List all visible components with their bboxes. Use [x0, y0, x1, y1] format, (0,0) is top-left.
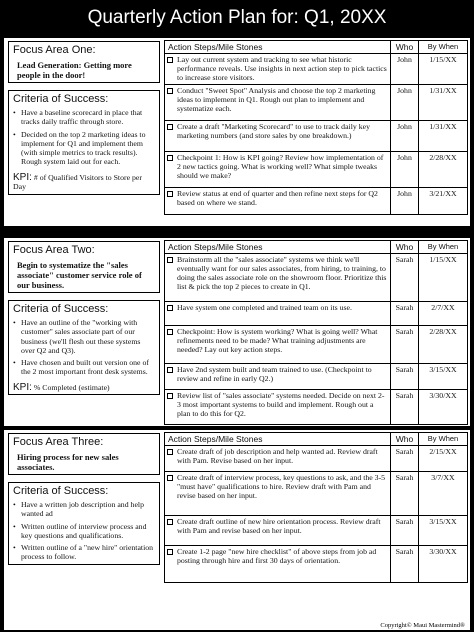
focus-area-section-3	[4, 430, 470, 620]
criteria-2-title: Criteria of Success:	[13, 303, 109, 315]
focus-area-2-title: Focus Area Two:	[13, 244, 95, 256]
checkbox-icon[interactable]	[167, 257, 173, 263]
step-when: 2/28/XX	[429, 153, 457, 162]
steps-header: Action Steps/Mile Stones	[165, 433, 391, 445]
kpi-2	[13, 383, 155, 393]
step-text: Create draft of job description and help wanted ad. Review draft with Pam. Revise based on her input.	[177, 447, 378, 465]
focus-area-3-box	[8, 433, 160, 475]
table-row	[165, 472, 467, 516]
focus-area-3-left	[8, 430, 160, 620]
checkbox-icon[interactable]	[167, 57, 173, 63]
criteria-item: • Have a written job description and help wanted ad	[13, 500, 155, 519]
table-row	[165, 152, 467, 188]
step-who: Sarah	[391, 390, 419, 424]
step-when: 3/7/XX	[431, 473, 455, 482]
step-text: Checkpoint: How is system working? What is going well? What refinements need to be made? What training adjustments are needed? Lay out key action steps.	[177, 327, 378, 354]
step-text: Review status at end of quarter and then refine next steps for Q2 based on where we stand.	[177, 189, 378, 207]
step-text: Create 1-2 page "new hire checklist" of above steps from job ad posting through hire and first 30 days of orientation.	[177, 547, 377, 565]
step-when: 1/15/XX	[429, 55, 457, 64]
criteria-item: • Have chosen and built out version one of the 2 most important front desk systems.	[13, 358, 155, 377]
step-who: Sarah	[391, 472, 419, 515]
checkbox-icon[interactable]	[167, 124, 173, 130]
criteria-item: • Written outline of interview process and key questions and qualifications.	[13, 522, 155, 541]
criteria-item: • Have an outline of the "working with customer" sales associate part of our business (we'll flesh out these systems over Q2 and Q3).	[13, 318, 155, 355]
kpi-1	[13, 173, 155, 192]
focus-area-1-box	[8, 41, 160, 83]
step-text: Create draft outline of new hire orientation process. Review draft with Pam and revise based on her input.	[177, 517, 381, 535]
step-who: Sarah	[391, 302, 419, 325]
step-who: John	[391, 54, 419, 84]
who-header: Who	[391, 433, 419, 445]
criteria-1-title: Criteria of Success:	[13, 93, 109, 105]
focus-area-section-2	[4, 238, 470, 426]
step-text: Create a draft "Marketing Scorecard" to use to track daily key marketing numbers (and store sales by one breakdown.)	[177, 122, 370, 140]
focus-area-1-left	[8, 38, 160, 226]
checkbox-icon[interactable]	[167, 475, 173, 481]
table-row	[165, 546, 467, 582]
checkbox-icon[interactable]	[167, 549, 173, 555]
action-steps-table-1	[164, 40, 468, 215]
step-who: Sarah	[391, 326, 419, 363]
checkbox-icon[interactable]	[167, 191, 173, 197]
step-when: 2/7/XX	[431, 303, 455, 312]
table-row	[165, 364, 467, 390]
page-title: Quarterly Action Plan for: Q1, 20XX	[0, 0, 474, 36]
step-when: 3/30/XX	[429, 391, 457, 400]
step-text: Have 2nd system built and team trained to use. (Checkpoint to review and refine in early Q2.)	[177, 365, 372, 383]
step-when: 3/30/XX	[429, 547, 457, 556]
table-row	[165, 254, 467, 302]
criteria-3-box	[8, 482, 160, 565]
step-text: Checkpoint 1: How is KPI going? Review how implementation of 2 new tactics going. What is working well? What simple tweaks should we make?	[177, 153, 384, 180]
step-text: Conduct "Sweet Spot" Analysis and choose the top 2 marketing ideas to implement in Q1. Rough out plan to implement and systematize each.	[177, 86, 376, 113]
kpi-text: % Completed (estimate)	[33, 382, 110, 392]
focus-area-2-box	[8, 241, 160, 293]
step-text: Lay out current system and tracking to see what historic performance reveals. Use insights in next action step to pick tactics to increase store visitors.	[177, 55, 387, 82]
step-when: 1/15/XX	[429, 255, 457, 264]
checkbox-icon[interactable]	[167, 329, 173, 335]
who-header: Who	[391, 41, 419, 53]
step-who: Sarah	[391, 516, 419, 545]
table-row	[165, 121, 467, 152]
checkbox-icon[interactable]	[167, 88, 173, 94]
criteria-2-box	[8, 300, 160, 395]
focus-area-3-title: Focus Area Three:	[13, 436, 104, 448]
step-text: Have system one completed and trained team on its use.	[177, 303, 352, 312]
when-header: By When	[427, 42, 459, 51]
steps-header: Action Steps/Mile Stones	[165, 41, 391, 53]
table-row	[165, 446, 467, 472]
table-row	[165, 85, 467, 121]
step-who: Sarah	[391, 546, 419, 582]
step-when: 2/28/XX	[429, 327, 457, 336]
criteria-3-title: Criteria of Success:	[13, 485, 109, 497]
focus-area-2-text: Begin to systematize the "sales associate" customer service role of our business.	[17, 260, 142, 290]
step-who: John	[391, 152, 419, 187]
action-steps-table-2	[164, 240, 468, 425]
table-row	[165, 188, 467, 214]
table-row	[165, 390, 467, 424]
action-steps-table-3	[164, 432, 468, 583]
step-text: Brainstorm all the "sales associate" systems we think we'll eventually want for our sales associates, from hiring, to training, to doing the sales associate role on the showroom floor. Prioritize this list & pick the top 2 pieces to create in Q1.	[177, 255, 387, 291]
kpi-label: KPI:	[13, 381, 32, 393]
step-when: 2/15/XX	[429, 447, 457, 456]
when-header: By When	[427, 242, 459, 251]
step-text: Review list of "sales associate" systems needed. Decide on next 2-3 most important systems to build and implement. Rough out a plan to do this for Q2.	[177, 391, 385, 418]
table-row	[165, 302, 467, 326]
table-header	[165, 241, 467, 254]
step-who: Sarah	[391, 446, 419, 471]
step-when: 1/31/XX	[429, 122, 457, 131]
copyright-text: Copyright© Maui Mastermind®	[377, 621, 468, 630]
checkbox-icon[interactable]	[167, 519, 173, 525]
focus-area-1-title: Focus Area One:	[13, 44, 96, 56]
kpi-text: # of Qualified Visitors to Store per Day	[13, 172, 142, 192]
table-row	[165, 516, 467, 546]
focus-area-2-left	[8, 238, 160, 426]
focus-area-section-1	[4, 38, 470, 226]
step-when: 1/31/XX	[429, 86, 457, 95]
criteria-item: • Written outline of a "new hire" orientation process to follow.	[13, 543, 155, 562]
checkbox-icon[interactable]	[167, 449, 173, 455]
checkbox-icon[interactable]	[167, 393, 173, 399]
step-when: 3/15/XX	[429, 365, 457, 374]
table-header	[165, 41, 467, 54]
step-who: John	[391, 188, 419, 214]
criteria-item: • Have a baseline scorecard in place that tracks daily traffic through store.	[13, 108, 155, 127]
when-header: By When	[427, 434, 459, 443]
checkbox-icon[interactable]	[167, 305, 173, 311]
steps-header: Action Steps/Mile Stones	[165, 241, 391, 253]
kpi-label: KPI:	[13, 171, 32, 183]
table-header	[165, 433, 467, 446]
table-row	[165, 326, 467, 364]
step-who: John	[391, 85, 419, 120]
checkbox-icon[interactable]	[167, 155, 173, 161]
focus-area-3-text: Hiring process for new sales associates.	[17, 452, 119, 472]
step-when: 3/21/XX	[429, 189, 457, 198]
step-who: John	[391, 121, 419, 151]
focus-area-1-text: Lead Generation: Getting more people in the door!	[17, 60, 132, 80]
who-header: Who	[391, 241, 419, 253]
criteria-item: • Decided on the top 2 marketing ideas to implement for Q1 and implement them (with simple metrics to track results). Rough system laid out for each.	[13, 130, 155, 167]
checkbox-icon[interactable]	[167, 367, 173, 373]
step-who: Sarah	[391, 254, 419, 301]
step-when: 3/15/XX	[429, 517, 457, 526]
step-who: Sarah	[391, 364, 419, 389]
criteria-1-box	[8, 90, 160, 195]
table-row	[165, 54, 467, 85]
step-text: Create draft of interview process, key questions to ask, and the 3-5 "must have" qualifications to hire. Review draft with Pam and revise based on her input.	[177, 473, 386, 500]
